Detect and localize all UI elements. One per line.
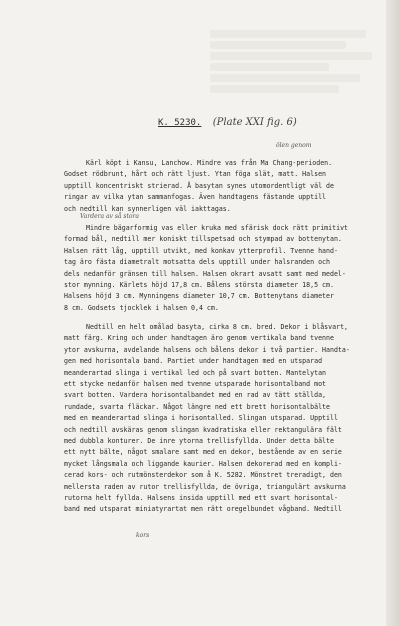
bleed-through-text bbox=[210, 30, 380, 96]
text-line: och nedtill avskäras genom slingan kvadratiska eller rektangulära fält bbox=[64, 425, 342, 434]
page-edge-shadow bbox=[386, 0, 400, 626]
text-line: formad bål, nedtill mer koniskt tillspetsad och stympad av bottenytan. bbox=[64, 235, 342, 244]
text-line: Nedtill en helt omålad basyta, cirka 8 cm. bred. Dekor i blåsvart, bbox=[86, 323, 349, 332]
handwritten-plate-reference: (Plate XXI fig. 6) bbox=[212, 117, 297, 128]
text-line: mellersta raden av rutor trellisfyllda, de övriga, triangulärt avskurna bbox=[64, 482, 346, 491]
text-line: dels nedanför gränsen till halsen. Halsen okrart avsatt samt med medel- bbox=[64, 269, 346, 278]
text-line: Godset rödbrunt, hårt och rätt ljust. Ytan föga slät, matt. Halsen bbox=[64, 170, 327, 179]
text-line: cerad kors- och rutmönsterdekor som å K. 5282. Mönstret treradigt, den bbox=[64, 471, 342, 480]
text-line: Kärl köpt i Kansu, Lanchow. Mindre vas från Ma Chang-perioden. bbox=[86, 159, 333, 167]
document-body bbox=[64, 150, 364, 524]
text-line: 8 cm. Godsets tjocklek i halsen 0,4 cm. bbox=[64, 303, 219, 312]
text-line: Halsen rätt låg, upptill utvikt, med konkav ytterprofil. Tvenne hand- bbox=[64, 246, 338, 255]
text-line: med dubbla konturer. De inre ytorna trellisfyllda. Under detta bälte bbox=[64, 436, 334, 445]
text-line: gen med horisontala band. Partiet under handtagen med en utsparad bbox=[64, 357, 323, 366]
text-line: svart botten. Vardera horisontalbandet med en rad av tätt ställda, bbox=[64, 391, 327, 400]
catalog-number: K. 5230. bbox=[158, 118, 202, 128]
text-line: ringar av vilka ytan sammanfogas. Även handtagens fästande upptill bbox=[64, 193, 327, 202]
text-line: mycket långsmala och liggande kaurier. Halsen dekorerad med en kompli- bbox=[64, 459, 342, 468]
handwritten-insertion: ölen genom bbox=[276, 142, 312, 149]
text-line: band med utsparat miniatyrartat men rätt oregelbundet vågband. Nedtill bbox=[64, 505, 342, 514]
text-line: meanderartad slinga i vertikal led och på svart botten. Mantelytan bbox=[64, 368, 327, 377]
text-line: med en meanderartad slinga i horisontalled. Slingan utsparad. Upptill bbox=[64, 414, 338, 423]
text-line: matt färg. Kring och under handtagen äro genom vertikala band tvenne bbox=[64, 334, 334, 343]
text-line: tag äro fästa diametralt motsatta dels upptill under halsranden och bbox=[64, 258, 330, 267]
text-line: ytor avskurna, avdelande halsens och bålens dekor i två partier. Handta- bbox=[64, 345, 350, 354]
text-line: upptill koncentriskt strierad. Å basytan synes utomordentligt väl de bbox=[64, 181, 334, 190]
text-line: rutorna helt fyllda. Halsens insida upptill med ett svart horisontal- bbox=[64, 493, 338, 502]
text-line: ett nytt bälte, något smalare samt med en dekor, bestående av en serie bbox=[64, 448, 342, 457]
handwritten-margin-note: Vardera av så stora bbox=[80, 213, 139, 220]
text-line: rundade, svarta fläckar. Något längre ned ett brett horisontalbälte bbox=[64, 402, 330, 411]
text-line: Mindre bägarformig vas eller kruka med sfärisk dock rätt primitivt bbox=[86, 223, 349, 232]
text-line: och nedtill kan synnerligen väl iakttagas. bbox=[64, 204, 231, 213]
text-line: stor mynning. Kärlets höjd 17,8 cm. Bålens största diameter 18,5 cm. bbox=[64, 280, 334, 289]
catalog-header bbox=[158, 117, 297, 128]
text-line: ett stycke nedanför halsen med tvenne utsparade horisontalband mot bbox=[64, 380, 327, 389]
handwritten-insertion-kors: kors bbox=[136, 532, 150, 539]
text-line: Halsens höjd 3 cm. Mynningens diameter 10,7 cm. Bottenytans diameter bbox=[64, 292, 334, 301]
